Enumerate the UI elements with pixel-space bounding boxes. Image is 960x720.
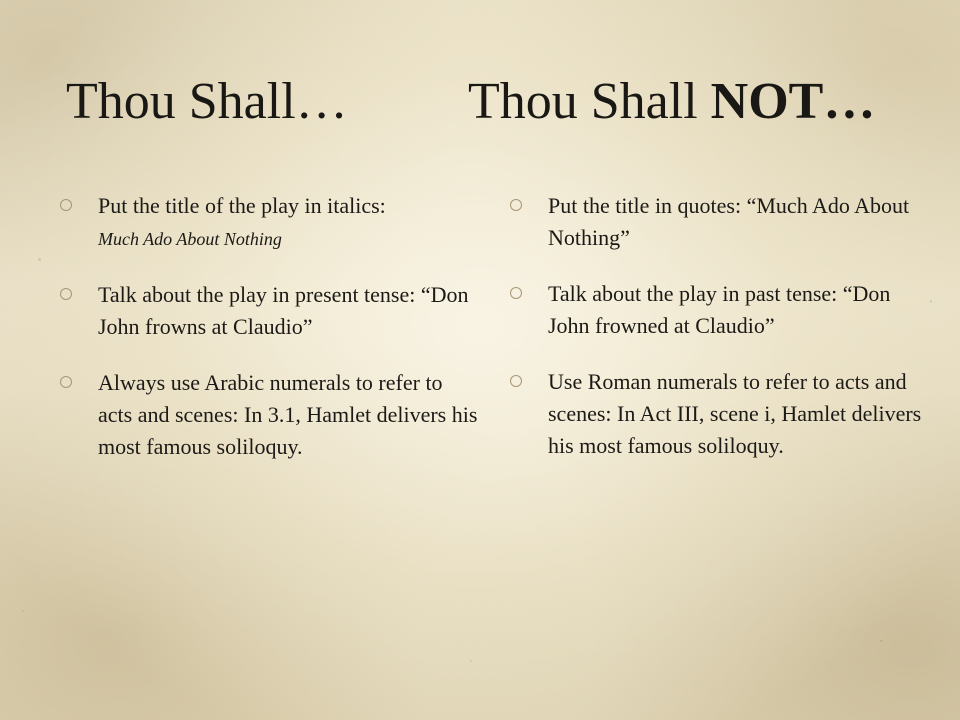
hollow-circle-bullet-icon (510, 199, 522, 211)
right-bullet-item (510, 366, 930, 462)
hollow-circle-bullet-icon (60, 288, 72, 300)
title-right-prefix: Thou Shall (468, 73, 711, 130)
left-bullet-item (60, 190, 480, 255)
paper-speck (38, 258, 41, 261)
hollow-circle-bullet-icon (60, 199, 72, 211)
right-bullet-item (510, 278, 930, 342)
right-bullet-list (510, 190, 930, 486)
hollow-circle-bullet-icon (510, 375, 522, 387)
bullet-text: Put the title of the play in italics: (98, 193, 386, 218)
left-bullet-item (60, 367, 480, 463)
bullet-text: Always use Arabic numerals to refer to acts and scenes: In 3.1, Hamlet delivers his most famous soliloquy. (98, 370, 478, 459)
title-left (66, 62, 348, 142)
title-right (468, 62, 875, 142)
hollow-circle-bullet-icon (510, 287, 522, 299)
bullet-italic-title: Much Ado About Nothing (98, 229, 282, 249)
paper-speck (880, 640, 883, 642)
bullet-text: Put the title in quotes: “Much Ado About Nothing” (548, 193, 910, 250)
left-bullet-list (60, 190, 480, 487)
bullet-text: Use Roman numerals to refer to acts and scenes: In Act III, scene i, Hamlet delivers his most famous soliloquy. (548, 369, 922, 458)
title-left-text: Thou Shall… (66, 73, 348, 130)
paper-speck (470, 660, 472, 662)
bullet-text: Talk about the play in past tense: “Don John frowned at Claudio” (548, 281, 891, 338)
paper-speck (22, 610, 24, 612)
left-bullet-item (60, 279, 480, 343)
bullet-text: Talk about the play in present tense: “Don John frowns at Claudio” (98, 282, 469, 339)
hollow-circle-bullet-icon (60, 376, 72, 388)
right-bullet-item (510, 190, 930, 254)
paper-speck (930, 300, 932, 303)
title-right-emphasis: NOT… (710, 73, 876, 130)
